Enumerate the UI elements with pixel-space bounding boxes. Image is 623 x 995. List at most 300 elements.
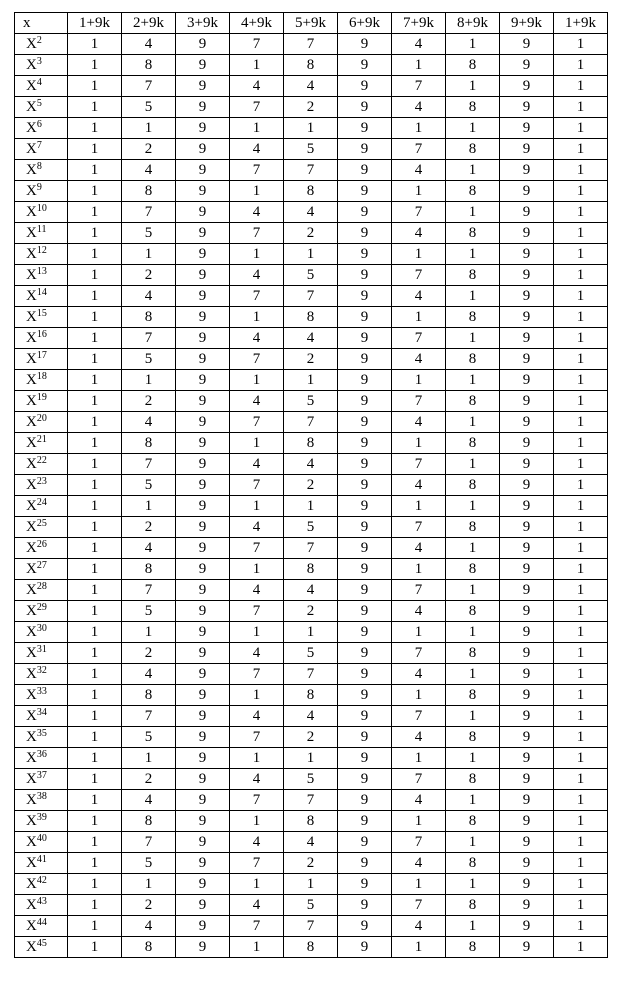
table-cell: 7 [392,265,446,286]
table-row [15,76,608,97]
table-cell: 5 [284,769,338,790]
table-cell: 9 [176,727,230,748]
table-cell: 4 [230,832,284,853]
table-cell: 1 [554,349,608,370]
table-row [15,643,608,664]
table-cell: 4 [230,517,284,538]
table-cell: 1 [392,370,446,391]
table-cell: 1 [446,580,500,601]
table-cell: 1 [68,790,122,811]
table-cell: 1 [554,895,608,916]
table-cell: 1 [446,790,500,811]
row-label-exponent: 39 [36,811,47,823]
table-cell: 7 [230,727,284,748]
row-label-base: X [26,518,37,535]
row-label [15,517,68,538]
table-cell: 5 [284,643,338,664]
table-cell: 9 [500,454,554,475]
row-label-base: X [26,623,37,640]
table-row [15,181,608,202]
table-cell: 7 [392,895,446,916]
table-cell: 9 [338,706,392,727]
row-label-base: X [26,644,37,661]
table-cell: 1 [554,601,608,622]
row-label [15,790,68,811]
table-cell: 1 [230,811,284,832]
table-cell: 1 [554,706,608,727]
table-cell: 1 [68,34,122,55]
table-cell: 8 [446,685,500,706]
table-cell: 8 [284,307,338,328]
table-row [15,244,608,265]
table-cell: 1 [68,118,122,139]
table-cell: 9 [176,265,230,286]
row-label-exponent: 6 [36,118,42,130]
row-label [15,664,68,685]
table-cell: 1 [446,874,500,895]
table-cell: 7 [230,601,284,622]
table-cell: 1 [392,181,446,202]
table-cell: 8 [284,811,338,832]
table-cell: 7 [284,916,338,937]
table-cell: 4 [284,76,338,97]
table-row [15,412,608,433]
table-row [15,265,608,286]
table-cell: 1 [68,496,122,517]
table-cell: 7 [230,853,284,874]
table-cell: 1 [68,916,122,937]
row-label-base: X [26,224,37,241]
table-row [15,118,608,139]
table-cell: 1 [446,244,500,265]
table-row [15,286,608,307]
table-cell: 9 [176,664,230,685]
table-cell: 4 [230,454,284,475]
table-cell: 9 [500,580,554,601]
table-cell: 1 [392,685,446,706]
table-cell: 9 [500,706,554,727]
table-row [15,454,608,475]
row-label [15,727,68,748]
table-cell: 1 [392,496,446,517]
table-row [15,727,608,748]
table-cell: 1 [122,244,176,265]
table-cell: 5 [122,601,176,622]
table-row [15,748,608,769]
row-label-base: X [26,287,37,304]
table-cell: 7 [392,832,446,853]
table-cell: 1 [446,916,500,937]
table-cell: 8 [446,223,500,244]
table-cell: 1 [68,559,122,580]
table-cell: 9 [500,601,554,622]
row-label [15,202,68,223]
table-cell: 1 [392,55,446,76]
table-cell: 2 [284,349,338,370]
table-cell: 7 [230,97,284,118]
table-cell: 7 [392,202,446,223]
table-cell: 9 [176,622,230,643]
row-label [15,811,68,832]
table-cell: 1 [554,937,608,958]
table-cell: 9 [176,874,230,895]
table-cell: 1 [554,97,608,118]
table-cell: 9 [176,538,230,559]
table-cell: 4 [230,328,284,349]
table-cell: 1 [554,76,608,97]
row-label [15,895,68,916]
table-cell: 9 [338,601,392,622]
row-label-base: X [26,203,37,220]
table-row [15,517,608,538]
table-cell: 9 [338,454,392,475]
row-label-exponent: 19 [36,391,47,403]
row-label [15,328,68,349]
table-cell: 7 [392,580,446,601]
row-label-exponent: 45 [36,937,47,949]
table-cell: 7 [122,328,176,349]
table-cell: 9 [338,97,392,118]
table-cell: 1 [284,244,338,265]
header-cell: 8+9k [446,13,500,34]
table-cell: 9 [176,349,230,370]
table-cell: 1 [68,580,122,601]
table-row [15,139,608,160]
row-label-base: X [26,182,37,199]
table-cell: 9 [338,622,392,643]
table-row [15,97,608,118]
table-row [15,811,608,832]
table-cell: 4 [284,202,338,223]
row-label-exponent: 16 [36,328,47,340]
table-cell: 1 [122,748,176,769]
table-cell: 4 [392,727,446,748]
table-cell: 7 [230,223,284,244]
table-cell: 1 [230,244,284,265]
table-cell: 9 [176,706,230,727]
row-label [15,370,68,391]
table-cell: 9 [176,559,230,580]
table-cell: 5 [122,727,176,748]
table-cell: 1 [68,97,122,118]
row-label-base: X [26,854,37,871]
table-cell: 7 [122,202,176,223]
table-cell: 8 [446,265,500,286]
table-cell: 9 [338,181,392,202]
table-cell: 4 [392,664,446,685]
table-cell: 4 [392,286,446,307]
table-cell: 4 [230,265,284,286]
row-label-base: X [26,476,37,493]
table-cell: 1 [68,349,122,370]
row-label-exponent: 28 [36,580,47,592]
table-cell: 5 [284,391,338,412]
table-cell: 9 [176,412,230,433]
table-cell: 9 [338,580,392,601]
table-cell: 9 [338,391,392,412]
table-cell: 8 [446,727,500,748]
table-cell: 9 [338,139,392,160]
table-cell: 1 [554,34,608,55]
table-cell: 9 [500,475,554,496]
table-cell: 9 [500,34,554,55]
row-label [15,118,68,139]
table-cell: 2 [122,139,176,160]
table-row [15,55,608,76]
table-cell: 9 [176,55,230,76]
table-cell: 1 [446,706,500,727]
table-cell: 2 [284,97,338,118]
table-body [15,34,608,958]
table-cell: 9 [500,517,554,538]
table-cell: 7 [392,643,446,664]
table-cell: 1 [554,496,608,517]
table-cell: 9 [338,76,392,97]
table-cell: 9 [500,160,554,181]
row-label [15,475,68,496]
table-cell: 1 [68,265,122,286]
row-label-exponent: 17 [36,349,47,361]
row-label-exponent: 29 [36,601,47,613]
table-cell: 1 [392,811,446,832]
table-cell: 1 [68,895,122,916]
table-cell: 4 [392,223,446,244]
table-cell: 9 [176,832,230,853]
table-cell: 2 [122,517,176,538]
table-cell: 9 [338,790,392,811]
table-cell: 5 [122,349,176,370]
table-cell: 8 [284,433,338,454]
table-cell: 4 [392,853,446,874]
table-cell: 1 [554,286,608,307]
table-cell: 7 [230,538,284,559]
row-label [15,223,68,244]
table-cell: 1 [446,748,500,769]
table-cell: 1 [446,832,500,853]
table-cell: 8 [122,181,176,202]
table-cell: 2 [284,601,338,622]
table-cell: 8 [446,181,500,202]
table-cell: 9 [500,916,554,937]
table-cell: 1 [230,559,284,580]
table-cell: 9 [500,244,554,265]
table-cell: 9 [338,937,392,958]
table-cell: 4 [392,538,446,559]
table-cell: 7 [392,328,446,349]
row-label [15,748,68,769]
table-cell: 9 [338,853,392,874]
table-cell: 9 [338,496,392,517]
row-label-exponent: 14 [36,286,47,298]
table-cell: 9 [500,811,554,832]
row-label [15,307,68,328]
table-cell: 9 [338,811,392,832]
table-cell: 1 [446,76,500,97]
table-cell: 2 [284,853,338,874]
table-cell: 9 [500,349,554,370]
table-cell: 4 [284,706,338,727]
row-label-exponent: 41 [36,853,47,865]
table-cell: 1 [68,202,122,223]
table-cell: 9 [338,895,392,916]
table-cell: 1 [554,874,608,895]
table-cell: 1 [230,370,284,391]
table-cell: 8 [446,517,500,538]
table-cell: 8 [446,433,500,454]
row-label-exponent: 21 [36,433,47,445]
table-cell: 4 [392,475,446,496]
table-row [15,202,608,223]
row-label-exponent: 15 [36,307,47,319]
table-cell: 5 [284,265,338,286]
table-cell: 7 [230,160,284,181]
table-cell: 4 [392,412,446,433]
row-label-base: X [26,581,37,598]
table-cell: 9 [500,853,554,874]
table-cell: 1 [554,160,608,181]
table-row [15,622,608,643]
row-label-base: X [26,77,37,94]
table-cell: 1 [230,622,284,643]
table-cell: 1 [68,727,122,748]
table-cell: 4 [284,454,338,475]
table-cell: 7 [392,391,446,412]
table-cell: 9 [338,685,392,706]
table-row [15,832,608,853]
table-cell: 5 [122,97,176,118]
row-label-base: X [26,875,37,892]
table-cell: 7 [392,769,446,790]
table-cell: 9 [338,559,392,580]
table-cell: 8 [446,307,500,328]
table-cell: 9 [500,412,554,433]
row-label-exponent: 2 [36,34,42,46]
table-cell: 8 [122,559,176,580]
table-cell: 9 [500,391,554,412]
table-cell: 7 [284,412,338,433]
row-label-base: X [26,833,37,850]
table-cell: 4 [392,97,446,118]
table-cell: 9 [338,475,392,496]
table-cell: 8 [122,685,176,706]
table-cell: 9 [338,370,392,391]
table-cell: 2 [122,265,176,286]
header-cell: 9+9k [500,13,554,34]
table-cell: 2 [284,475,338,496]
table-cell: 7 [230,790,284,811]
table-cell: 1 [554,643,608,664]
table-row [15,496,608,517]
table-cell: 7 [392,454,446,475]
table-cell: 1 [68,412,122,433]
table-cell: 1 [446,664,500,685]
table-cell: 1 [554,769,608,790]
table-cell: 9 [500,307,554,328]
table-cell: 1 [68,832,122,853]
header-cell: 5+9k [284,13,338,34]
row-label [15,433,68,454]
row-label [15,559,68,580]
table-cell: 1 [122,622,176,643]
table-cell: 9 [500,181,554,202]
table-cell: 9 [176,328,230,349]
row-label-base: X [26,497,37,514]
table-cell: 4 [122,916,176,937]
row-label [15,76,68,97]
table-cell: 4 [392,34,446,55]
table-row [15,475,608,496]
row-label [15,916,68,937]
table-cell: 4 [230,580,284,601]
table-cell: 1 [68,454,122,475]
table-cell: 9 [500,97,554,118]
table-cell: 1 [68,139,122,160]
table-row [15,223,608,244]
table-cell: 1 [554,370,608,391]
table-cell: 4 [284,832,338,853]
table-cell: 9 [176,853,230,874]
power-residue-table [14,12,608,958]
row-label-exponent: 23 [36,475,47,487]
row-label [15,34,68,55]
table-cell: 1 [68,223,122,244]
table-row [15,769,608,790]
table-cell: 9 [338,769,392,790]
row-label [15,937,68,958]
header-cell: 4+9k [230,13,284,34]
row-label-base: X [26,791,37,808]
table-cell: 7 [122,580,176,601]
table-cell: 1 [446,160,500,181]
table-cell: 1 [554,244,608,265]
table-cell: 2 [284,727,338,748]
table-cell: 9 [176,370,230,391]
row-label-exponent: 44 [36,916,47,928]
table-cell: 1 [554,559,608,580]
row-label [15,244,68,265]
table-cell: 1 [554,517,608,538]
table-cell: 1 [230,937,284,958]
table-cell: 9 [500,55,554,76]
table-cell: 8 [122,937,176,958]
table-cell: 8 [446,643,500,664]
table-cell: 9 [176,685,230,706]
table-cell: 9 [176,811,230,832]
table-cell: 9 [338,118,392,139]
table-cell: 1 [554,727,608,748]
table-cell: 4 [230,139,284,160]
table-row [15,895,608,916]
table-cell: 5 [122,853,176,874]
table-cell: 9 [338,874,392,895]
table-cell: 5 [122,475,176,496]
table-cell: 7 [122,454,176,475]
row-label [15,643,68,664]
table-cell: 9 [338,286,392,307]
row-label [15,874,68,895]
table-cell: 1 [68,811,122,832]
table-cell: 9 [176,433,230,454]
table-cell: 8 [122,55,176,76]
table-cell: 4 [392,349,446,370]
table-cell: 9 [500,895,554,916]
row-label-base: X [26,665,37,682]
table-cell: 9 [500,538,554,559]
table-cell: 9 [338,832,392,853]
row-label [15,706,68,727]
table-cell: 7 [230,286,284,307]
row-label-exponent: 7 [36,139,42,151]
